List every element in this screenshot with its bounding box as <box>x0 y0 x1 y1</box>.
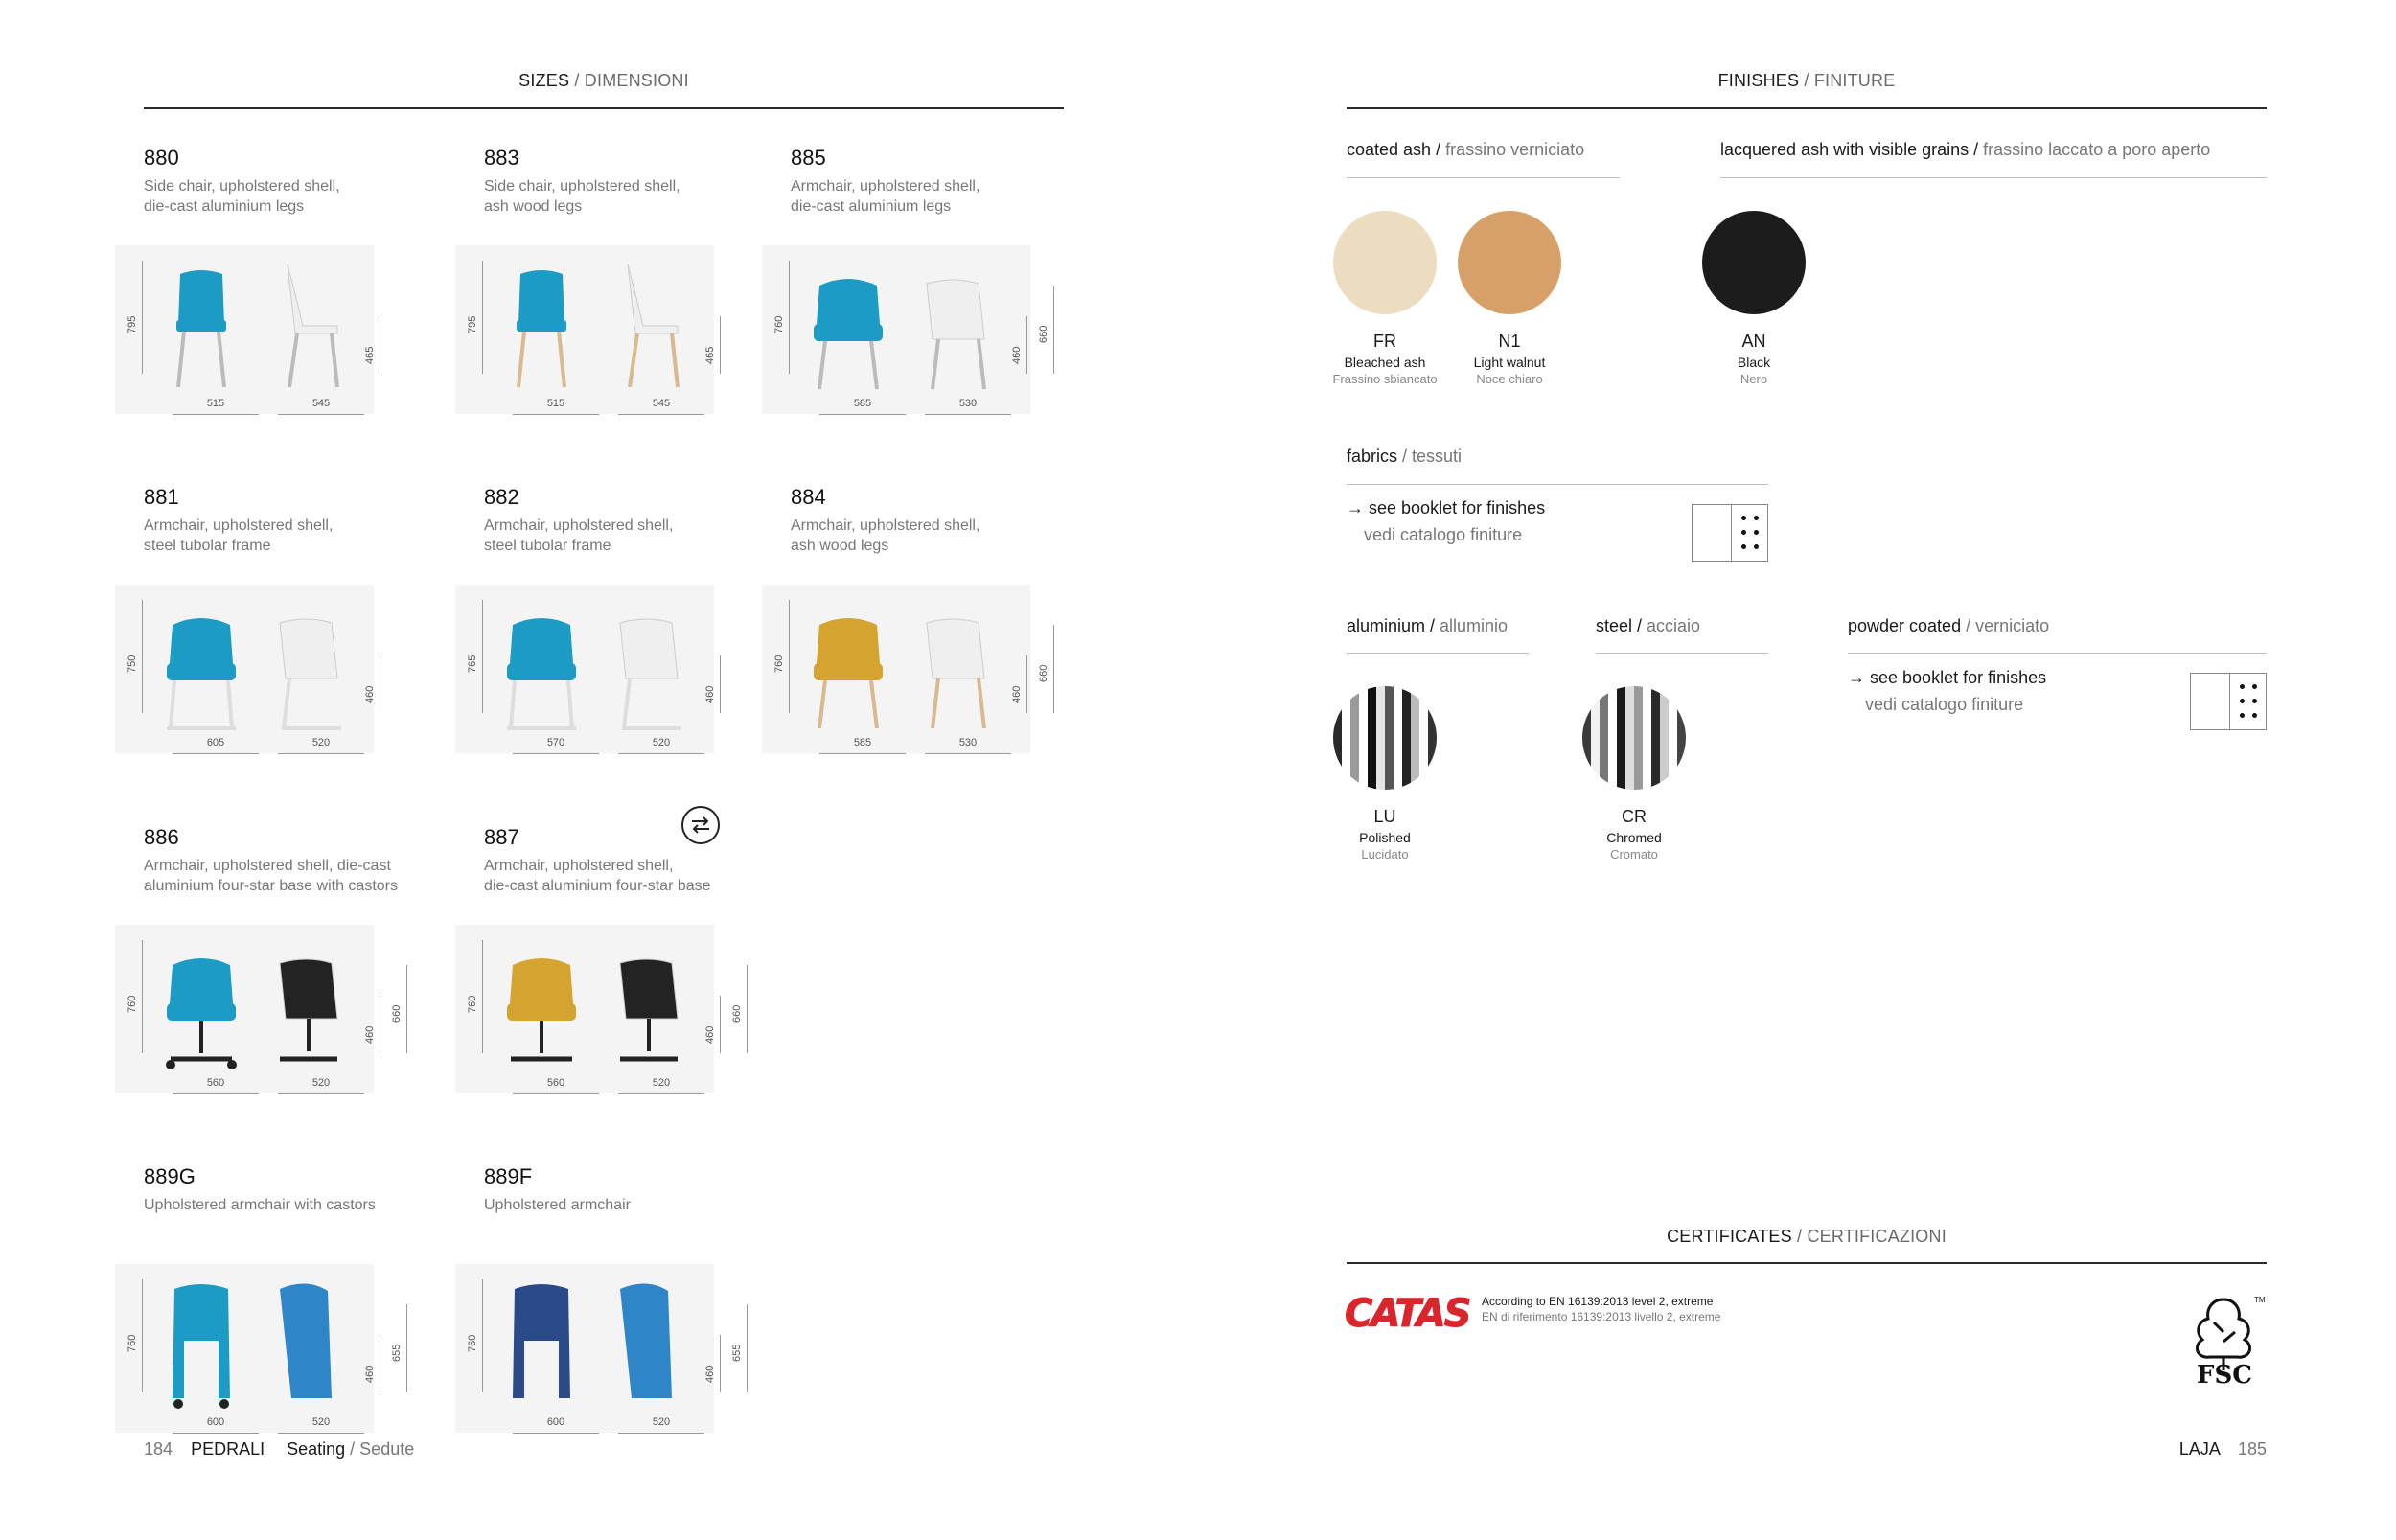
finishes-header-bold: FINISHES <box>1717 71 1800 90</box>
product-description: ash wood legs <box>484 198 583 215</box>
fabrics-link-it: vedi catalogo finiture <box>1364 525 1523 544</box>
height-dim-line <box>142 600 143 713</box>
aluminium-rule <box>1347 653 1529 654</box>
product-description: Armchair, upholstered shell, die-cast <box>144 858 391 874</box>
product-description: die-cast aluminium four-star base <box>484 878 711 894</box>
seat-dim-line <box>720 316 721 374</box>
product-code: 884 <box>791 485 826 509</box>
chair-illustration <box>455 585 714 753</box>
arm-dim-line <box>1053 625 1054 713</box>
depth-dimension: 520 <box>311 1416 331 1428</box>
product-description: Side chair, upholstered shell, <box>484 178 680 195</box>
width-dimension: 600 <box>546 1416 565 1428</box>
steel-title <box>1596 616 1700 636</box>
arm-dimension: 660 <box>1038 325 1049 343</box>
powder-thin: / verniciato <box>1961 616 2050 635</box>
swatch-code: AN <box>1741 332 1766 351</box>
certificates-header-bold: CERTIFICATES <box>1667 1227 1792 1246</box>
swivel-icon <box>680 805 721 845</box>
seat-dimension: 460 <box>704 685 716 703</box>
sizes-header-thin: DIMENSIONI <box>584 71 689 90</box>
width-dim-line <box>513 1433 599 1434</box>
fabrics-rule <box>1347 484 1768 485</box>
chair-illustration <box>455 1264 714 1433</box>
chair-illustration <box>115 585 374 753</box>
width-dimension: 600 <box>206 1416 225 1428</box>
right-page-number: 185 <box>2237 1439 2267 1459</box>
fabrics-thin: / tessuti <box>1397 447 1463 466</box>
seat-dimension: 465 <box>364 346 376 364</box>
seat-dimension: 460 <box>704 1365 716 1383</box>
seat-dim-line <box>720 1335 721 1392</box>
product-description: Armchair, upholstered shell, <box>484 517 674 534</box>
width-dimension: 585 <box>853 737 872 748</box>
product-description: Armchair, upholstered shell, <box>791 178 980 195</box>
powder-bold: powder coated <box>1848 616 1962 635</box>
width-dim-line <box>513 753 599 754</box>
product-code: 883 <box>484 146 519 170</box>
width-dimension: 605 <box>206 737 225 748</box>
width-dim-line <box>173 414 259 415</box>
height-dimension: 765 <box>467 655 478 673</box>
height-dim-line <box>142 940 143 1053</box>
fsc-tm: TM <box>2254 1296 2266 1304</box>
finishes-header-sep: / <box>1799 71 1814 90</box>
height-dimension: 760 <box>467 995 478 1013</box>
width-dim-line <box>173 753 259 754</box>
arm-dim-line <box>1053 286 1054 374</box>
height-dimension: 795 <box>127 315 138 333</box>
width-dim-line <box>513 1093 599 1094</box>
lacquered-ash-bold: lacquered ash with visible grains / <box>1720 140 1979 159</box>
height-dim-line <box>789 261 790 374</box>
footer-section-thin: / Sedute <box>345 1439 415 1459</box>
fabrics-booklet-link[interactable]: → see booklet for finishes <box>1347 498 1546 517</box>
height-dimension: 760 <box>773 655 785 673</box>
arm-dim-line <box>406 1304 407 1392</box>
arm-dimension: 660 <box>731 1004 743 1023</box>
width-dimension: 560 <box>546 1077 565 1089</box>
width-dimension: 560 <box>206 1077 225 1089</box>
swatch-name: Polished <box>1359 830 1411 845</box>
depth-dim-line <box>618 1093 704 1094</box>
height-dimension: 795 <box>467 315 478 333</box>
product-code: 882 <box>484 485 519 509</box>
chair-illustration <box>762 245 1021 414</box>
arm-dim-line <box>747 1304 748 1392</box>
width-dimension: 570 <box>546 737 565 748</box>
catas-logo: CATAS <box>1345 1292 1470 1336</box>
width-dim-line <box>819 414 906 415</box>
depth-dim-line <box>278 1433 364 1434</box>
arm-dimension: 660 <box>391 1004 403 1023</box>
finishes-rule <box>1347 107 2267 109</box>
seat-dimension: 460 <box>364 1025 376 1044</box>
seat-dim-line <box>720 996 721 1053</box>
depth-dimension: 545 <box>311 398 331 409</box>
metal-swatch <box>1582 686 1686 790</box>
product-code: 889G <box>144 1164 196 1188</box>
height-dimension: 760 <box>773 315 785 333</box>
coated-ash-rule <box>1347 177 1620 178</box>
swatch-name: Black <box>1737 355 1771 370</box>
certificates-header-sep: / <box>1791 1227 1808 1246</box>
product-description: die-cast aluminium legs <box>144 198 305 215</box>
product-description: steel tubolar frame <box>144 538 271 554</box>
finishes-header <box>1347 71 2267 91</box>
fabrics-bold: fabrics <box>1347 447 1398 466</box>
depth-dimension: 545 <box>652 398 671 409</box>
sizes-header-sep: / <box>569 71 585 90</box>
depth-dimension: 530 <box>958 398 978 409</box>
swatch-code: N1 <box>1498 332 1521 351</box>
height-dim-line <box>142 1279 143 1392</box>
depth-dim-line <box>925 414 1011 415</box>
height-dim-line <box>482 1279 483 1392</box>
swatch-name-it: Cromato <box>1610 847 1658 862</box>
footer-left <box>144 1439 414 1460</box>
aluminium-title <box>1347 616 1508 636</box>
product-description: Upholstered armchair <box>484 1197 631 1213</box>
swatch-name-it: Nero <box>1739 372 1768 386</box>
depth-dimension: 520 <box>652 737 671 748</box>
depth-dim-line <box>278 414 364 415</box>
seat-dimension: 460 <box>1011 346 1023 364</box>
seat-dim-line <box>1026 655 1027 713</box>
height-dim-line <box>789 600 790 713</box>
depth-dimension: 520 <box>652 1416 671 1428</box>
sizes-header <box>144 71 1064 91</box>
depth-dimension: 520 <box>652 1077 671 1089</box>
width-dim-line <box>513 414 599 415</box>
swatch-code: LU <box>1373 807 1396 826</box>
seat-dimension: 460 <box>364 1365 376 1383</box>
powder-rule <box>1848 653 2267 654</box>
steel-bold: steel / <box>1596 616 1643 635</box>
product-description: die-cast aluminium legs <box>791 198 952 215</box>
depth-dim-line <box>618 414 704 415</box>
certificates-rule <box>1347 1262 2267 1264</box>
fabrics-link-text: see booklet for finishes <box>1369 498 1546 517</box>
product-description: aluminium four-star base with castors <box>144 878 398 894</box>
product-code: 881 <box>144 485 179 509</box>
depth-dimension: 520 <box>311 1077 331 1089</box>
footer-section: Seating <box>287 1439 346 1459</box>
fsc-label: FSC <box>2197 1361 2252 1390</box>
depth-dimension: 520 <box>311 737 331 748</box>
chair-illustration <box>115 1264 374 1433</box>
product-code: 880 <box>144 146 179 170</box>
width-dim-line <box>819 753 906 754</box>
chair-illustration <box>455 925 714 1093</box>
depth-dimension: 530 <box>958 737 978 748</box>
seat-dimension: 460 <box>364 685 376 703</box>
width-dim-line <box>173 1433 259 1434</box>
depth-dim-line <box>925 753 1011 754</box>
footer-right <box>2168 1439 2267 1460</box>
swatch-name-it: Frassino sbiancato <box>1332 372 1438 386</box>
height-dim-line <box>482 600 483 713</box>
product-description: Armchair, upholstered shell, <box>144 517 334 534</box>
aluminium-bold: aluminium / <box>1347 616 1436 635</box>
aluminium-thin: alluminio <box>1435 616 1509 635</box>
fabrics-title <box>1347 447 1462 467</box>
width-dimension: 515 <box>206 398 225 409</box>
width-dim-line <box>173 1093 259 1094</box>
depth-dim-line <box>278 1093 364 1094</box>
certificates-header-thin: CERTIFICAZIONI <box>1807 1227 1947 1246</box>
arm-dimension: 655 <box>731 1344 743 1362</box>
swatch-name-it: Lucidato <box>1361 847 1409 862</box>
metal-swatch <box>1333 686 1437 790</box>
chair-illustration <box>762 585 1021 753</box>
swatch-code: FR <box>1373 332 1396 351</box>
chair-illustration <box>455 245 714 414</box>
wood-swatch <box>1458 211 1561 314</box>
wood-swatch <box>1333 211 1437 314</box>
sizes-header-bold: SIZES <box>518 71 570 90</box>
height-dim-line <box>482 261 483 374</box>
lacquered-ash-title <box>1720 140 2210 160</box>
lacquered-ash-thin: frassino laccato a poro aperto <box>1978 140 2211 159</box>
chair-illustration <box>115 925 374 1093</box>
swatch-name: Light walnut <box>1473 355 1546 370</box>
wood-swatch <box>1702 211 1806 314</box>
product-description: Side chair, upholstered shell, <box>144 178 340 195</box>
product-code: 889F <box>484 1164 533 1188</box>
depth-dim-line <box>618 753 704 754</box>
product-description: Armchair, upholstered shell, <box>484 858 674 874</box>
catas-line2: EN di riferimento 16139:2013 livello 2, extreme <box>1482 1310 1721 1323</box>
height-dimension: 760 <box>467 1334 478 1352</box>
seat-dim-line <box>1026 316 1027 374</box>
arm-dimension: 660 <box>1038 664 1049 682</box>
swatch-name-it: Noce chiaro <box>1476 372 1543 386</box>
steel-rule <box>1596 653 1768 654</box>
arm-dim-line <box>406 965 407 1053</box>
sizes-rule <box>144 107 1064 109</box>
footer-brand: PEDRALI <box>191 1439 265 1459</box>
swatch-name: Bleached ash <box>1344 355 1426 370</box>
coated-ash-bold: coated ash / <box>1347 140 1441 159</box>
powder-title <box>1848 616 2049 636</box>
product-description: ash wood legs <box>791 538 889 554</box>
certificates-header <box>1347 1227 2267 1247</box>
powder-booklet-link[interactable]: → see booklet for finishes <box>1848 668 2047 687</box>
product-description: Armchair, upholstered shell, <box>791 517 980 534</box>
lacquered-ash-rule <box>1720 177 2267 178</box>
swatch-code: CR <box>1622 807 1647 826</box>
height-dimension: 760 <box>127 995 138 1013</box>
seat-dimension: 465 <box>704 346 716 364</box>
width-dimension: 585 <box>853 398 872 409</box>
left-page-number: 184 <box>144 1439 173 1459</box>
product-description: Upholstered armchair with castors <box>144 1197 376 1213</box>
seat-dimension: 460 <box>1011 685 1023 703</box>
height-dimension: 760 <box>127 1334 138 1352</box>
width-dimension: 515 <box>546 398 565 409</box>
depth-dim-line <box>618 1433 704 1434</box>
product-description: steel tubolar frame <box>484 538 611 554</box>
depth-dim-line <box>278 753 364 754</box>
coated-ash-thin: frassino verniciato <box>1440 140 1585 159</box>
catas-line1: According to EN 16139:2013 level 2, extreme <box>1482 1295 1714 1308</box>
steel-thin: acciaio <box>1642 616 1701 635</box>
product-code: 885 <box>791 146 826 170</box>
swatch-name: Chromed <box>1606 830 1662 845</box>
booklet-icon <box>2190 673 2267 730</box>
height-dim-line <box>142 261 143 374</box>
powder-link-text: see booklet for finishes <box>1870 668 2047 687</box>
powder-link-it: vedi catalogo finiture <box>1865 695 2024 714</box>
chair-illustration <box>115 245 374 414</box>
product-code: 887 <box>484 825 519 849</box>
height-dim-line <box>482 940 483 1053</box>
arm-dim-line <box>747 965 748 1053</box>
seat-dimension: 460 <box>704 1025 716 1044</box>
booklet-icon <box>1692 504 1768 562</box>
height-dimension: 750 <box>127 655 138 673</box>
finishes-header-thin: FINITURE <box>1813 71 1896 90</box>
arm-dimension: 655 <box>391 1344 403 1362</box>
seat-dim-line <box>720 655 721 713</box>
footer-product: LAJA <box>2178 1439 2220 1459</box>
coated-ash-title <box>1347 140 1584 160</box>
product-code: 886 <box>144 825 179 849</box>
